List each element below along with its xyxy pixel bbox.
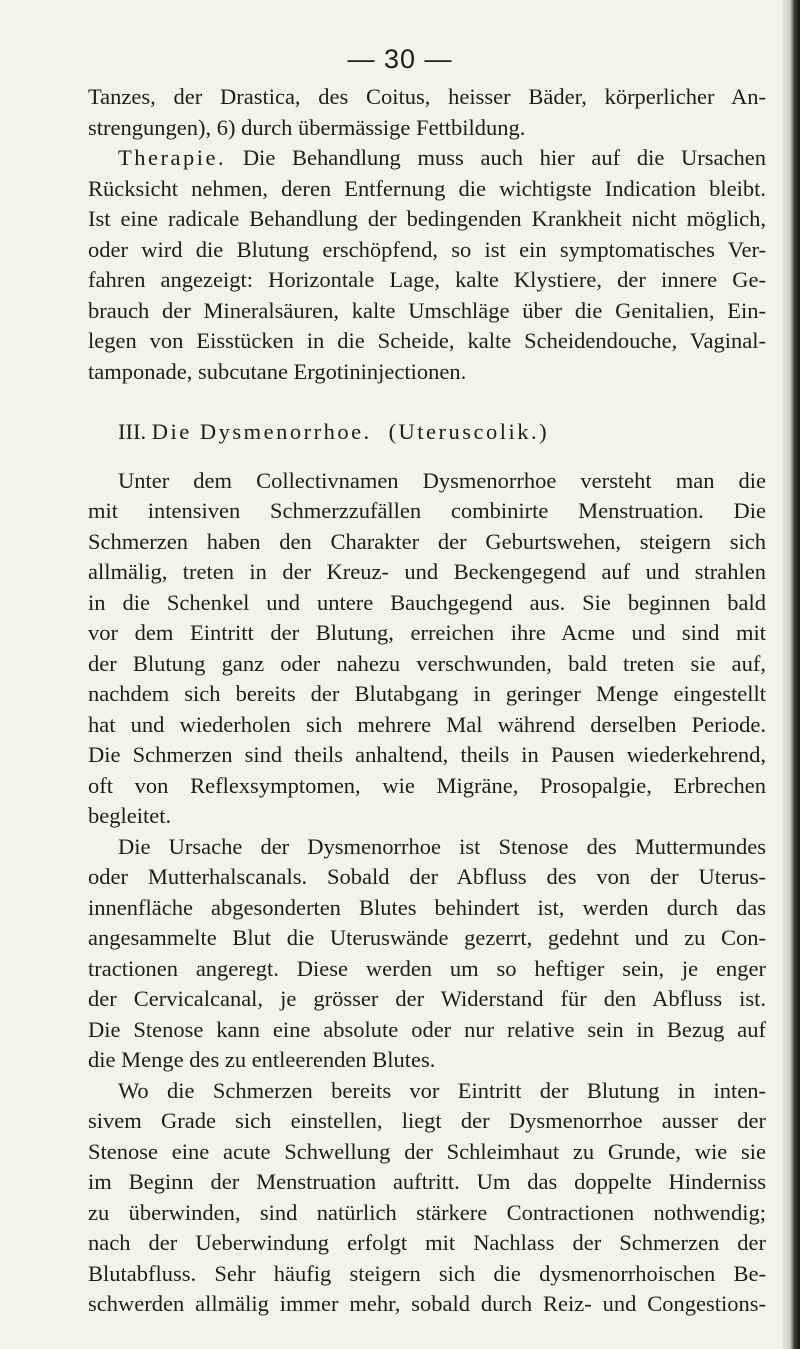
scan-edge-shadow [782,0,800,1349]
text-line: Tanzes, der Drastica, des Coitus, heisser Bäder, körperlicher An- [88,84,766,109]
section-title: Die Dysmenorrhoe. [151,419,372,444]
therapie-text: Die Behandlung muss auch hier auf die Ursachen [242,145,766,170]
text-line: Die Schmerzen sind theils anhaltend, theils in Pausen wiederkehrend, [88,742,766,767]
text-line: nach der Ueberwindung erfolgt mit Nachlass der Schmerzen der [88,1230,766,1255]
section-heading [88,417,766,448]
text-line: legen von Eisstücken in die Scheide, kalte Scheidendouche, Vaginal- [88,328,766,353]
section-spacer [88,448,766,466]
text-line: strengungen), 6) durch übermässige Fettbildung. [88,114,526,140]
text-line: Wo die Schmerzen bereits vor Eintritt der Blutung in inten- [118,1077,766,1103]
text-line: hat und wiederholen sich mehrere Mal während derselben Periode. [88,711,766,737]
text-line: Unter dem Collectivnamen Dysmenorrhoe versteht man die [118,467,766,493]
text-line: Blutabfluss. Sehr häufig steigern sich die dysmenorrhoischen Be- [88,1260,766,1286]
text-line: angesammelte Blut die Uteruswände gezerrt, gedehnt und zu Con- [88,925,766,950]
text-line: oder Mutterhalscanals. Sobald der Abfluss des von der Uterus- [88,864,766,889]
text-line: Die Stenose kann eine absolute oder nur relative sein in Bezug auf [88,1016,766,1042]
text-line: vor dem Eintritt der Blutung, erreichen ihre Acme und sind mit [88,620,766,645]
text-line: Ist eine radicale Behandlung der bedingenden Krankheit nicht möglich, [88,206,766,231]
body-text [88,82,766,1320]
text-line: allmälig, treten in der Kreuz- und Beckengegend auf und strahlen [88,559,766,584]
text-line: innenfläche abgesonderten Blutes behindert ist, werden durch das [88,894,766,920]
text-line: Stenose eine acute Schwellung der Schleimhaut zu Grunde, wie sie [88,1138,766,1164]
section-spacer [88,387,766,417]
text-line: der Blutung ganz oder nahezu verschwunden, bald treten sie auf, [88,650,766,676]
text-line: brauch der Mineralsäuren, kalte Umschläge über die Genitalien, Ein- [88,297,766,323]
section-number: III. [118,419,147,444]
text-line: tractionen angeregt. Diese werden um so heftiger sein, je enger [88,955,766,981]
text-line: mit intensiven Schmerzzufällen combinirte Menstruation. Die [88,498,766,523]
text-line: Die Ursache der Dysmenorrhoe ist Stenose des Muttermundes [118,833,766,859]
text-line: der Cervicalcanal, je grösser der Widerstand für den Abfluss ist. [88,986,766,1011]
text-line: oft von Reflexsymptomen, wie Migräne, Prosopalgie, Erbrechen [88,772,766,798]
text-line: im Beginn der Menstruation auftritt. Um das doppelte Hinderniss [88,1169,766,1194]
section-subtitle: (Uteruscolik.) [388,419,550,444]
therapie-label: Therapie. [118,145,227,170]
text-line: Rücksicht nehmen, deren Entfernung die wichtigste Indication bleibt. [88,175,766,201]
text-line: die Menge des zu entleerenden Blutes. [88,1047,436,1072]
therapie-first-line [88,143,766,174]
page-number: — 30 — [347,44,453,74]
text-line: fahren angezeigt: Horizontale Lage, kalte Klystiere, der innere Ge- [88,267,766,292]
text-line: schwerden allmälig immer mehr, sobald durch Reiz- und Congestions- [88,1291,766,1316]
text-line: begleitet. [88,803,172,828]
text-line: zu überwinden, sind natürlich stärkere Contractionen nothwendig; [88,1199,766,1225]
text-line: Schmerzen haben den Charakter der Geburtswehen, steigern sich [88,528,766,554]
text-line: tamponade, subcutane Ergotininjectionen. [88,358,467,384]
text-line: oder wird die Blutung erschöpfend, so ist ein symptomatisches Ver- [88,236,766,262]
text-line: sivem Grade sich einstellen, liegt der Dysmenorrhoe ausser der [88,1108,766,1133]
text-line: in die Schenkel und untere Bauchgegend aus. Sie beginnen bald [88,589,766,615]
text-line: nachdem sich bereits der Blutabgang in geringer Menge eingestellt [88,681,766,706]
